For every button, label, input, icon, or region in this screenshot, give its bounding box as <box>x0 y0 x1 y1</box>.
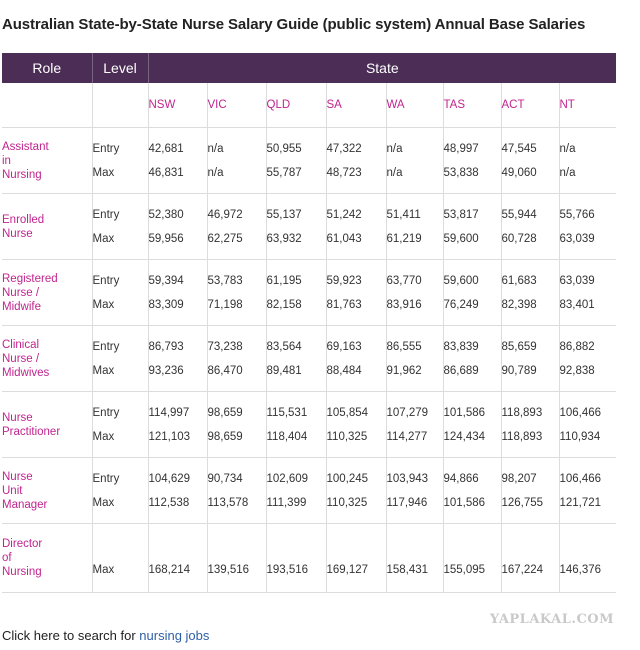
salary-cell-act <box>501 326 559 392</box>
role-cell <box>2 458 92 524</box>
state-code-act: ACT <box>501 83 559 128</box>
salary-cell-vic <box>207 326 266 392</box>
salary-cell-tas <box>443 458 501 524</box>
salary-value: 107,279 <box>386 406 429 419</box>
role-cell <box>2 326 92 392</box>
salary-value: 51,242 <box>326 208 362 221</box>
salary-value: 110,325 <box>326 496 368 509</box>
table-row <box>2 128 616 194</box>
role-label-line: Nurse <box>2 470 33 483</box>
salary-value: 59,600 <box>443 274 479 287</box>
salary-cell-act <box>501 194 559 260</box>
salary-value: 48,723 <box>326 166 362 179</box>
table-row <box>2 458 616 524</box>
salary-value: 81,763 <box>326 298 362 311</box>
salary-value: n/a <box>559 142 576 155</box>
salary-value: 47,322 <box>326 142 362 155</box>
salary-value: 52,380 <box>148 208 184 221</box>
salary-value: 101,586 <box>443 406 486 419</box>
role-label-line: Nurse / <box>2 286 40 299</box>
state-code-tas: TAS <box>443 83 501 128</box>
salary-value: 83,916 <box>386 298 422 311</box>
state-code-wa: WA <box>386 83 443 128</box>
salary-value: 121,721 <box>559 496 602 509</box>
salary-value: 100,245 <box>326 472 369 485</box>
level-cell <box>92 128 148 194</box>
salary-value: 46,972 <box>207 208 243 221</box>
salary-value: 82,398 <box>501 298 537 311</box>
salary-cell-nt <box>559 194 616 260</box>
role-label-line: Midwives <box>2 366 50 379</box>
salary-cell-act <box>501 458 559 524</box>
role-header: Role <box>2 53 92 83</box>
salary-value: 61,683 <box>501 274 537 287</box>
salary-value: 76,249 <box>443 298 479 311</box>
role-cell <box>2 524 92 593</box>
salary-value: 63,039 <box>559 274 595 287</box>
salary-value: 114,277 <box>386 430 428 443</box>
role-label-line: Manager <box>2 498 48 511</box>
salary-cell-wa <box>386 326 443 392</box>
salary-value: 53,783 <box>207 274 243 287</box>
salary-cell-act <box>501 128 559 194</box>
salary-value <box>267 534 326 558</box>
salary-value <box>560 534 617 558</box>
level-cell <box>92 392 148 458</box>
salary-cell-sa <box>326 194 386 260</box>
salary-value: 83,401 <box>559 298 595 311</box>
salary-value: 48,997 <box>443 142 479 155</box>
salary-value: 101,586 <box>443 496 486 509</box>
salary-value: 63,770 <box>386 274 422 287</box>
salary-value: 98,207 <box>501 472 537 485</box>
table-row <box>2 524 616 593</box>
salary-cell-nt <box>559 392 616 458</box>
salary-value: 59,923 <box>326 274 362 287</box>
salary-cell-sa <box>326 260 386 326</box>
role-label-line: in <box>2 154 11 167</box>
salary-value: 42,681 <box>148 142 184 155</box>
salary-cell-qld <box>266 128 326 194</box>
salary-value: 53,838 <box>443 166 479 179</box>
salary-cell-tas <box>443 392 501 458</box>
state-header: State <box>148 53 616 83</box>
salary-value: 88,484 <box>326 364 362 377</box>
salary-cell-tas <box>443 260 501 326</box>
level-label: Entry <box>92 472 120 485</box>
salary-value: 83,839 <box>443 340 479 353</box>
salary-value: 49,060 <box>501 166 537 179</box>
salary-value: 155,095 <box>443 564 486 576</box>
level-label: Max <box>92 298 115 311</box>
salary-value: 86,882 <box>559 340 595 353</box>
salary-cell-qld <box>266 458 326 524</box>
salary-value: 102,609 <box>266 472 309 485</box>
level-cell <box>92 458 148 524</box>
salary-value: 51,411 <box>386 208 421 221</box>
level-label: Entry <box>92 142 120 155</box>
salary-value: 90,789 <box>501 364 537 377</box>
salary-value: 61,195 <box>266 274 302 287</box>
state-code-vic: VIC <box>207 83 266 128</box>
salary-value: 59,956 <box>148 232 184 245</box>
salary-value: 115,531 <box>266 406 308 419</box>
salary-value: 63,932 <box>266 232 302 245</box>
salary-cell-nsw <box>148 260 207 326</box>
salary-value <box>444 534 501 558</box>
salary-value: 61,219 <box>386 232 422 245</box>
salary-value: 193,516 <box>266 564 309 576</box>
role-cell <box>2 392 92 458</box>
role-label-line: of <box>2 552 12 564</box>
salary-value: 73,238 <box>207 340 243 353</box>
salary-value <box>502 534 559 558</box>
salary-value: 82,158 <box>266 298 302 311</box>
salary-cell-qld <box>266 326 326 392</box>
salary-cell-nt <box>559 128 616 194</box>
level-label: Max <box>92 496 115 509</box>
salary-value <box>387 534 443 558</box>
salary-value: 59,394 <box>148 274 184 287</box>
salary-cell-wa <box>386 194 443 260</box>
salary-value: 111,399 <box>266 496 307 509</box>
salary-cell-vic <box>207 128 266 194</box>
salary-value: 86,689 <box>443 364 479 377</box>
salary-value <box>327 534 386 558</box>
level-label: Max <box>92 430 115 443</box>
empty-cell <box>92 83 148 128</box>
salary-value: n/a <box>386 142 403 155</box>
role-label-line: Nursing <box>2 566 42 578</box>
table-row <box>2 194 616 260</box>
salary-value: 139,516 <box>207 564 250 576</box>
salary-value: 106,466 <box>559 406 602 419</box>
salary-cell-act <box>501 260 559 326</box>
footer-prefix: Click here to search for <box>2 628 140 643</box>
salary-value: 118,893 <box>501 406 543 419</box>
salary-value: 112,538 <box>148 496 190 509</box>
role-label-line: Assistant <box>2 140 49 153</box>
nursing-jobs-link[interactable]: nursing jobs <box>139 628 210 643</box>
salary-value: 71,198 <box>207 298 243 311</box>
salary-value <box>208 534 266 558</box>
role-label-line: Nursing <box>2 168 42 181</box>
salary-value: 90,734 <box>207 472 243 485</box>
salary-cell-sa <box>326 326 386 392</box>
salary-cell-nt <box>559 524 616 593</box>
salary-value: 126,755 <box>501 496 544 509</box>
level-cell <box>92 260 148 326</box>
salary-cell-nsw <box>148 458 207 524</box>
salary-value: 55,787 <box>266 166 302 179</box>
salary-cell-vic <box>207 260 266 326</box>
salary-value: 106,466 <box>559 472 602 485</box>
salary-value: 98,659 <box>207 406 243 419</box>
salary-cell-vic <box>207 524 266 593</box>
salary-cell-tas <box>443 128 501 194</box>
salary-value: 55,944 <box>501 208 537 221</box>
role-cell <box>2 260 92 326</box>
salary-cell-nsw <box>148 128 207 194</box>
watermark: YAPLAKAL.COM <box>489 612 614 627</box>
salary-value: 92,838 <box>559 364 595 377</box>
footer-text <box>2 628 209 643</box>
salary-value: 103,943 <box>386 472 429 485</box>
salary-value: 94,866 <box>443 472 479 485</box>
salary-value: 167,224 <box>501 564 544 576</box>
salary-cell-tas <box>443 326 501 392</box>
salary-value: 121,103 <box>148 430 191 443</box>
level-label: Entry <box>92 340 120 353</box>
salary-value: 55,766 <box>559 208 595 221</box>
salary-value: 83,564 <box>266 340 302 353</box>
level-label: Max <box>92 166 115 179</box>
salary-value: n/a <box>386 166 403 179</box>
salary-cell-wa <box>386 458 443 524</box>
salary-value <box>149 534 207 558</box>
level-label <box>93 534 148 558</box>
salary-cell-wa <box>386 524 443 593</box>
salary-cell-nsw <box>148 524 207 593</box>
salary-value: 53,817 <box>443 208 479 221</box>
salary-cell-act <box>501 392 559 458</box>
salary-value: n/a <box>559 166 576 179</box>
salary-cell-nsw <box>148 326 207 392</box>
salary-cell-nt <box>559 458 616 524</box>
table-row <box>2 326 616 392</box>
salary-cell-nt <box>559 326 616 392</box>
salary-cell-wa <box>386 260 443 326</box>
role-label-line: Midwife <box>2 300 41 313</box>
level-label: Entry <box>92 274 120 287</box>
salary-cell-nt <box>559 260 616 326</box>
role-label-line: Nurse <box>2 227 33 240</box>
salary-cell-wa <box>386 392 443 458</box>
level-cell <box>92 326 148 392</box>
salary-value: 168,214 <box>148 564 191 576</box>
state-code-qld: QLD <box>266 83 326 128</box>
page-title: Australian State-by-State Nurse Salary Guide (public system) Annual Base Salaries <box>2 16 586 33</box>
salary-value: 83,309 <box>148 298 184 311</box>
salary-value: 118,893 <box>501 430 543 443</box>
salary-value: 61,043 <box>326 232 362 245</box>
salary-value: 63,039 <box>559 232 595 245</box>
salary-value: 59,600 <box>443 232 479 245</box>
level-label: Entry <box>92 406 120 419</box>
salary-value: 60,728 <box>501 232 537 245</box>
salary-cell-sa <box>326 128 386 194</box>
salary-value: 47,545 <box>501 142 537 155</box>
salary-value: 85,659 <box>501 340 537 353</box>
level-header: Level <box>92 53 148 83</box>
level-label: Max <box>92 232 115 245</box>
salary-cell-sa <box>326 392 386 458</box>
role-label-line: Practitioner <box>2 425 61 438</box>
state-code-nsw: NSW <box>148 83 207 128</box>
salary-value: 118,404 <box>266 430 308 443</box>
salary-value: 113,578 <box>207 496 249 509</box>
role-label-line: Clinical <box>2 338 40 351</box>
level-label: Entry <box>92 208 120 221</box>
role-cell <box>2 194 92 260</box>
salary-cell-act <box>501 524 559 593</box>
salary-value: 91,962 <box>386 364 422 377</box>
level-label: Max <box>92 364 115 377</box>
role-label-line: Nurse <box>2 411 33 424</box>
role-label-line: Enrolled <box>2 213 45 226</box>
salary-cell-vic <box>207 458 266 524</box>
salary-value: 50,955 <box>266 142 302 155</box>
salary-table <box>2 53 616 593</box>
role-label-line: Nurse / <box>2 352 40 365</box>
salary-value: n/a <box>207 166 224 179</box>
salary-value: 124,434 <box>443 430 486 443</box>
role-label-line: Unit <box>2 484 23 497</box>
level-cell <box>92 194 148 260</box>
salary-value: 117,946 <box>386 496 428 509</box>
salary-cell-nsw <box>148 392 207 458</box>
salary-cell-tas <box>443 194 501 260</box>
salary-value: 46,831 <box>148 166 184 179</box>
salary-value: 158,431 <box>386 564 429 576</box>
salary-value: 146,376 <box>559 564 602 576</box>
salary-value: 105,854 <box>326 406 369 419</box>
salary-cell-qld <box>266 392 326 458</box>
salary-cell-qld <box>266 194 326 260</box>
table-row <box>2 392 616 458</box>
salary-cell-tas <box>443 524 501 593</box>
level-label: Max <box>92 564 115 576</box>
salary-cell-qld <box>266 524 326 593</box>
salary-cell-sa <box>326 458 386 524</box>
empty-cell <box>2 83 92 128</box>
salary-cell-nsw <box>148 194 207 260</box>
salary-value: 114,997 <box>148 406 190 419</box>
salary-cell-qld <box>266 260 326 326</box>
salary-value: 93,236 <box>148 364 184 377</box>
salary-value: 104,629 <box>148 472 191 485</box>
state-code-row <box>2 83 616 128</box>
salary-value: 110,934 <box>559 430 601 443</box>
role-cell <box>2 128 92 194</box>
salary-value: 98,659 <box>207 430 243 443</box>
salary-value: 86,793 <box>148 340 184 353</box>
salary-cell-vic <box>207 194 266 260</box>
salary-value: 86,470 <box>207 364 243 377</box>
salary-cell-wa <box>386 128 443 194</box>
salary-value: 110,325 <box>326 430 368 443</box>
salary-value: 89,481 <box>266 364 302 377</box>
role-label-line: Registered <box>2 272 58 285</box>
salary-cell-vic <box>207 392 266 458</box>
state-code-nt: NT <box>559 83 616 128</box>
salary-cell-sa <box>326 524 386 593</box>
role-label-line: Director <box>2 538 43 550</box>
salary-value: 69,163 <box>326 340 362 353</box>
salary-value: 55,137 <box>266 208 302 221</box>
salary-value: 169,127 <box>326 564 369 576</box>
salary-value: n/a <box>207 142 224 155</box>
level-cell <box>92 524 148 593</box>
header-row <box>2 53 616 83</box>
state-code-sa: SA <box>326 83 386 128</box>
salary-value: 86,555 <box>386 340 422 353</box>
table-row <box>2 260 616 326</box>
salary-value: 62,275 <box>207 232 243 245</box>
